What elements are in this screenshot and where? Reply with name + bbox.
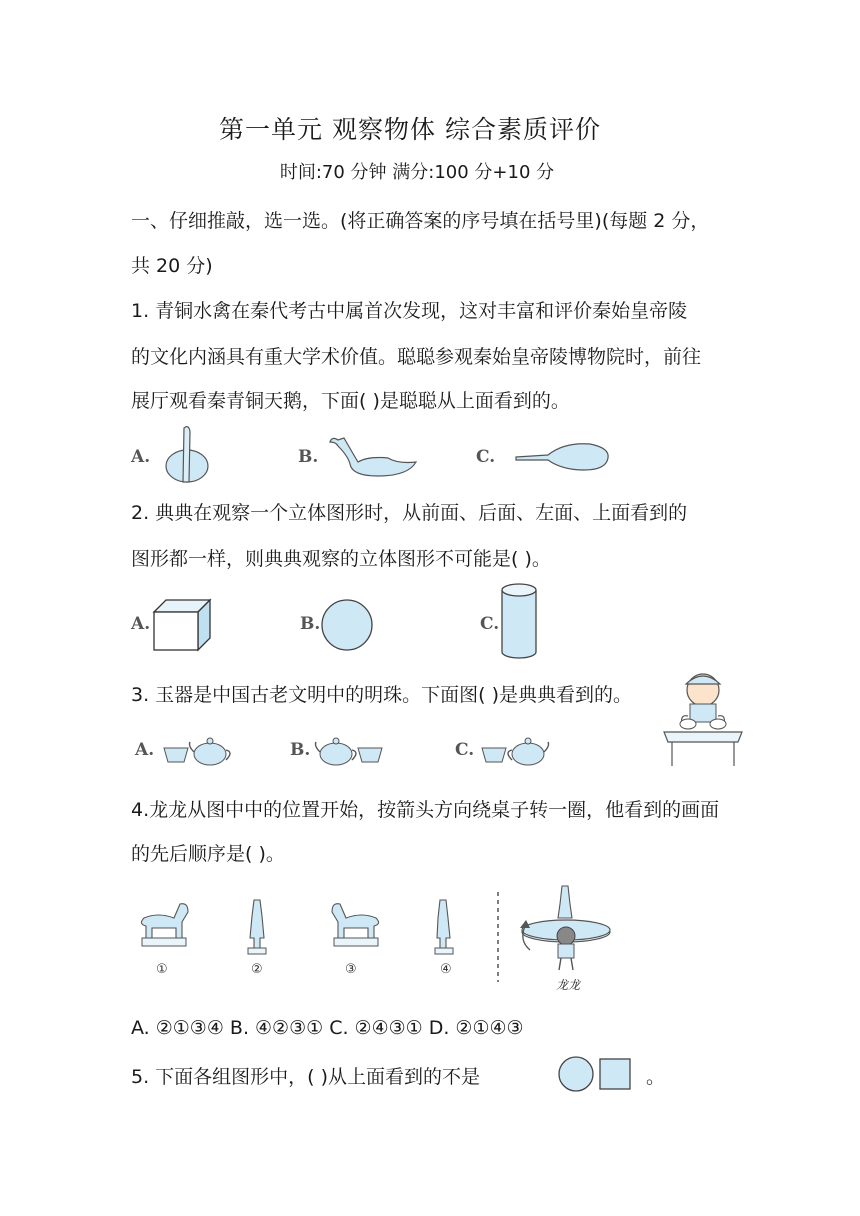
figure-label-4: ④ — [440, 962, 452, 977]
q2-text-line2: 图形都一样，则典典观察的立体图形不可能是( )。 — [131, 548, 551, 570]
q4-answer-options: A. ②①③④ B. ④②③① C. ②④③① D. ②①④③ — [131, 1017, 524, 1039]
horse-front-view-image-2 — [244, 898, 270, 956]
q5-text: 5. 下面各组图形中，( )从上面看到的不是 — [131, 1066, 481, 1088]
q1-text-line1: 1. 青铜水禽在秦代考古中属首次发现，这对丰富和评价秦始皇帝陵 — [131, 300, 688, 322]
dashed-divider — [496, 892, 500, 984]
swan-side-view-image — [328, 432, 420, 482]
q4-text-line1: 4.龙龙从图中中的位置开始，按箭头方向绕桌子转一圈，他看到的画面 — [131, 799, 720, 821]
figure-label-3: ③ — [345, 962, 357, 977]
q1-option-a-label: A. — [131, 447, 151, 467]
q1-text-line2: 的文化内涵具有重大学术价值。聪聪参观秦始皇帝陵博物院时，前往 — [131, 346, 702, 368]
q3-option-a-label: A. — [135, 740, 155, 760]
q3-option-b-label: B. — [290, 740, 311, 760]
q5-tail: 。 — [646, 1066, 666, 1088]
horse-side-view-image-3 — [326, 898, 386, 956]
q4-text-line2: 的先后顺序是( )。 — [131, 843, 285, 865]
q2-option-c-label: C. — [480, 614, 500, 634]
q1-option-b-label: B. — [298, 447, 319, 467]
horse-side-view-image-1 — [134, 898, 194, 956]
horse-back-view-image-4 — [432, 898, 456, 956]
person-label: 龙龙 — [556, 978, 581, 992]
page-title: 第一单元 观察物体 综合素质评价 — [219, 115, 601, 144]
figure-label-1: ① — [156, 962, 168, 977]
section-heading-cont: 共 20 分) — [131, 255, 213, 277]
q2-option-b-label: B. — [300, 614, 321, 634]
swan-front-view-image — [162, 424, 212, 486]
q3-text: 3. 玉器是中国古老文明中的明珠。下面图( )是典典看到的。 — [131, 684, 633, 706]
sphere-image — [320, 598, 374, 652]
cube-image — [152, 598, 212, 652]
section-heading: 一、仔细推敲，选一选。(将正确答案的序号填在括号里)(每题 2 分， — [131, 210, 710, 232]
q3-option-c-label: C. — [455, 740, 475, 760]
cylinder-image — [500, 582, 538, 660]
child-at-table-illustration — [662, 668, 744, 768]
q2-option-a-label: A. — [131, 614, 151, 634]
exam-info: 时间:70 分钟 满分:100 分+10 分 — [279, 162, 555, 183]
circle-square-shapes-image — [558, 1056, 632, 1092]
boy-around-table-illustration — [516, 884, 612, 974]
cup-teapot-image-c — [478, 734, 554, 768]
teapot-cup-image-b — [310, 734, 386, 768]
q1-option-c-label: C. — [476, 447, 496, 467]
figure-label-2: ② — [251, 962, 263, 977]
swan-top-view-image — [514, 440, 612, 474]
q1-text-line3: 展厅观看秦青铜天鹅，下面( )是聪聪从上面看到的。 — [131, 390, 570, 412]
cup-teapot-image-a — [160, 734, 236, 768]
q2-text-line1: 2. 典典在观察一个立体图形时，从前面、后面、左面、上面看到的 — [131, 502, 688, 524]
